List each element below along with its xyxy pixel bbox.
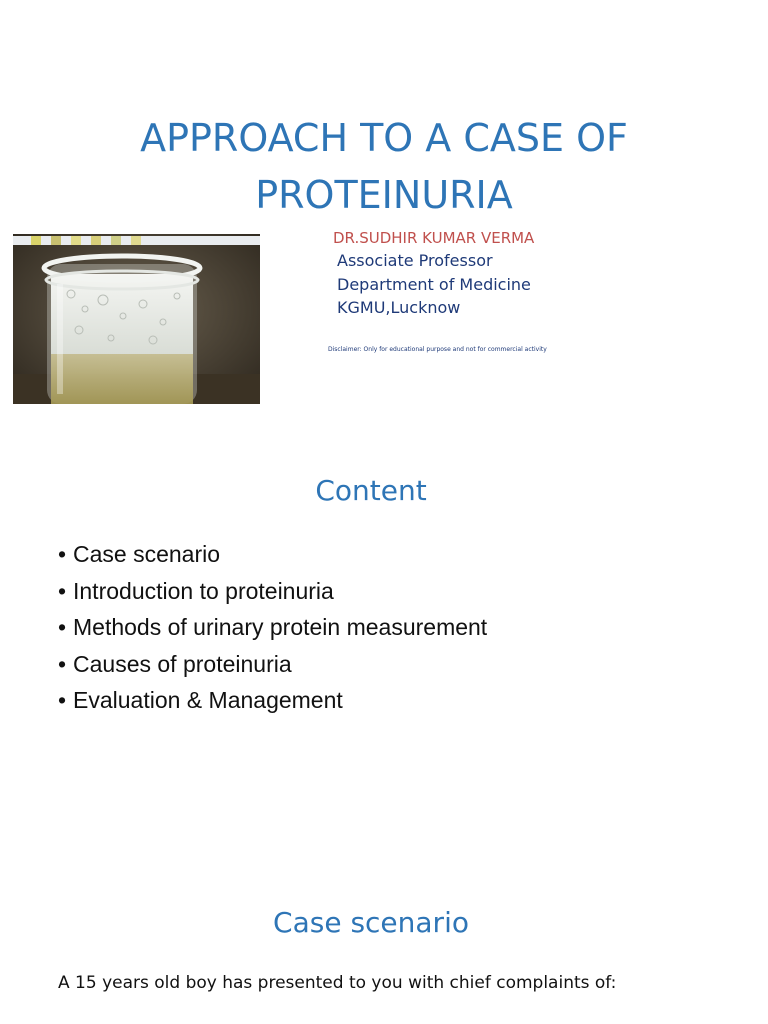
bullet-icon: • — [58, 687, 67, 713]
bullet-icon: • — [58, 614, 67, 640]
list-item — [58, 648, 487, 685]
list-item-label: Methods of urinary protein measurement — [73, 614, 488, 640]
content-list — [58, 538, 487, 721]
author-position: Associate Professor — [337, 251, 493, 270]
author-department: Department of Medicine — [337, 275, 531, 294]
list-item-label: Case scenario — [73, 541, 221, 567]
list-item — [58, 684, 487, 721]
disclaimer-text: Disclaimer: Only for educational purpose and not for commercial activity — [328, 346, 547, 353]
list-item-label: Introduction to proteinuria — [73, 577, 334, 604]
list-item — [58, 575, 487, 612]
case-scenario-heading: Case scenario — [273, 906, 469, 939]
author-institution: KGMU,Lucknow — [337, 298, 461, 317]
list-item — [58, 538, 487, 575]
list-item — [58, 611, 487, 648]
title-line-1: APPROACH TO A CASE OF — [140, 116, 628, 160]
list-item-label: Causes of proteinuria — [73, 650, 292, 677]
content-heading: Content — [315, 474, 427, 507]
title-line-2: PROTEINURIA — [255, 173, 513, 217]
slide-title — [0, 110, 768, 224]
case-scenario-text: A 15 years old boy has presented to you with chief complaints of: — [58, 973, 617, 993]
bullet-icon: • — [58, 541, 67, 567]
author-name: DR.SUDHIR KUMAR VERMA — [333, 229, 535, 247]
urine-jar-photo — [13, 234, 260, 404]
list-item-label: Evaluation & Management — [73, 687, 343, 713]
bullet-icon: • — [58, 650, 67, 677]
bullet-icon: • — [58, 577, 67, 604]
